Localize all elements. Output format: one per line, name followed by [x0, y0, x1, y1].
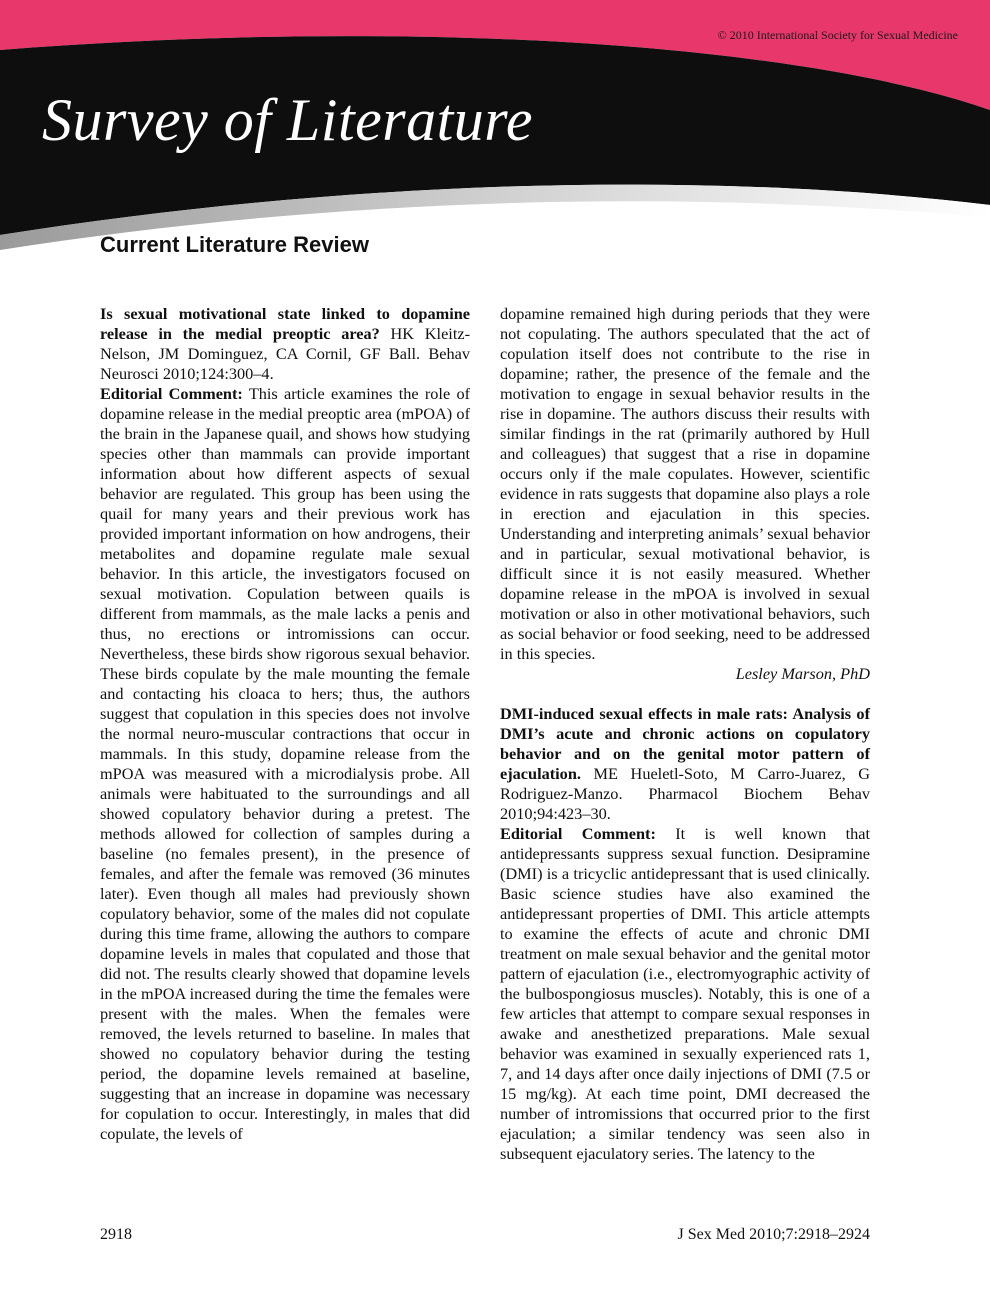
article-1-citation: HK Kleitz-Nelson, JM Dominguez, CA Cornil, GF Ball. Behav Neurosci 2010;124:300–4. — [100, 324, 471, 383]
reviewer-name: Lesley Marson — [735, 664, 833, 683]
article-1-comment-text: This article examines the role of dopamine release in the medial preoptic area (mPOA) of the brain in the Japanese quail, and shows how studying species other than mammals can provide important information about how different aspects of sexual behavior are regulated. This group has been using the quail for many years and their previous work has provided important information on how androgens, their metabolites and dopamine regulate male sexual behavior. In this article, the investigators focused on sexual motivation. Copulation between quails is different from mammals, as the male lacks a penis and thus, no erections or intromissions can occur. Nevertheless, these birds show rigorous sexual behavior. These birds copulate by the male mounting the female and contacting his cloaca to hers; thus, the authors suggest that copulation in this species does not involve the normal neuro-muscular contractions that occur in mammals. In this study, dopamine release from the mPOA was measured with a microdialysis probe. All animals were habituated to the surroundings and all showed copulatory behavior during a pretest. The methods allowed for collection of samples during a baseline (no females present), in the presence of females, and after the female was removed (36 minutes later). Even though all males had previously shown copulatory behavior, some of the males did not copulate during this time frame, allowing the authors to compare dopamine levels in males that copulated and those that did not. The results clearly showed that dopamine levels in the mPOA increased during the time the females were present with the males. When the females were removed, the levels returned to baseline. In males that showed no copulatory behavior during the testing period, the dopamine levels remained at baseline, suggesting that an increase in dopamine was necessary for copulation to occur. Interestingly, in males that did copulate, the levels of — [100, 384, 471, 1143]
article-separator — [500, 684, 870, 704]
article-2-comment-label: Editorial Comment: — [500, 824, 656, 843]
journal-title: Survey of Literature — [42, 87, 534, 153]
article-1-comment-label: Editorial Comment: — [100, 384, 243, 403]
article-2-citation: ME Hueletl-Soto, M Carro-Juarez, G Rodriguez-Manzo. Pharmacol Biochem Behav 2010;94:423–30. — [500, 764, 870, 823]
copyright-notice: © 2010 International Society for Sexual Medicine — [717, 28, 958, 42]
article-1-title: Is sexual motivational state linked to dopamine release in the medial preoptic area? — [100, 304, 470, 343]
article-2-comment-text: It is well known that antidepressants suppress sexual function. Desipramine (DMI) is a tricyclic antidepressant that is used clinically. Basic science studies have also examined the antidepressant properties of DMI. This article attempts to examine the effects of acute and chronic DMI treatment on male sexual behavior and the genital motor pattern of ejaculation (i.e., electromyographic activity of the bulbospongiosus muscles). Notably, this is one of a few articles that attempt to compare sexual responses in awake and anesthetized preparations. Male sexual behavior was examined in sexually experienced rats 1, 7, and 14 days after once daily injections of DMI (7.5 or 15 mg/kg). At each time point, DMI decreased the number of intromissions that occurred prior to the first ejaculation; a similar tendency was seen also in subsequent ejaculatory series. The latency to the — [500, 824, 870, 1163]
article-2-title: DMI-induced sexual effects in male rats: Analysis of DMI’s acute and chronic actions on copulatory behavior and on the genital motor pattern of ejaculation. — [500, 704, 870, 783]
article-1-header — [100, 304, 470, 384]
article-1-comment — [100, 384, 470, 1144]
reviewer-degree: , PhD — [832, 664, 870, 683]
article-1-comment-continued: dopamine remained high during periods that they were not copulating. The authors speculated that the act of copulation itself does not contribute to the rise in dopamine; rather, the presence of the female and the motivation to engage in sexual behavior results in the rise in dopamine. The authors discuss their results with similar findings in the rat (primarily authored by Hull and colleagues) that suggest that a rise in dopamine occurs only if the male copulates. However, scientific evidence in rats suggests that dopamine also plays a role in erection and ejaculation in this species. Understanding and interpreting animals’ sexual behavior and in particular, sexual motivational behavior, is difficult since it is not easily measured. Whether dopamine release in the mPOA is involved in sexual motivation or also in other motivational behaviors, such as social behavior or food seeking, need to be addressed in this species. — [500, 304, 870, 663]
page-number: 2918 — [100, 1226, 132, 1243]
article-2-comment — [500, 824, 870, 1164]
article-1-reviewer — [500, 664, 870, 684]
article-2-header — [500, 704, 870, 824]
left-column — [100, 304, 470, 1144]
section-heading: Current Literature Review — [100, 232, 369, 257]
right-column — [500, 304, 870, 1164]
journal-reference: J Sex Med 2010;7:2918–2924 — [677, 1226, 870, 1243]
